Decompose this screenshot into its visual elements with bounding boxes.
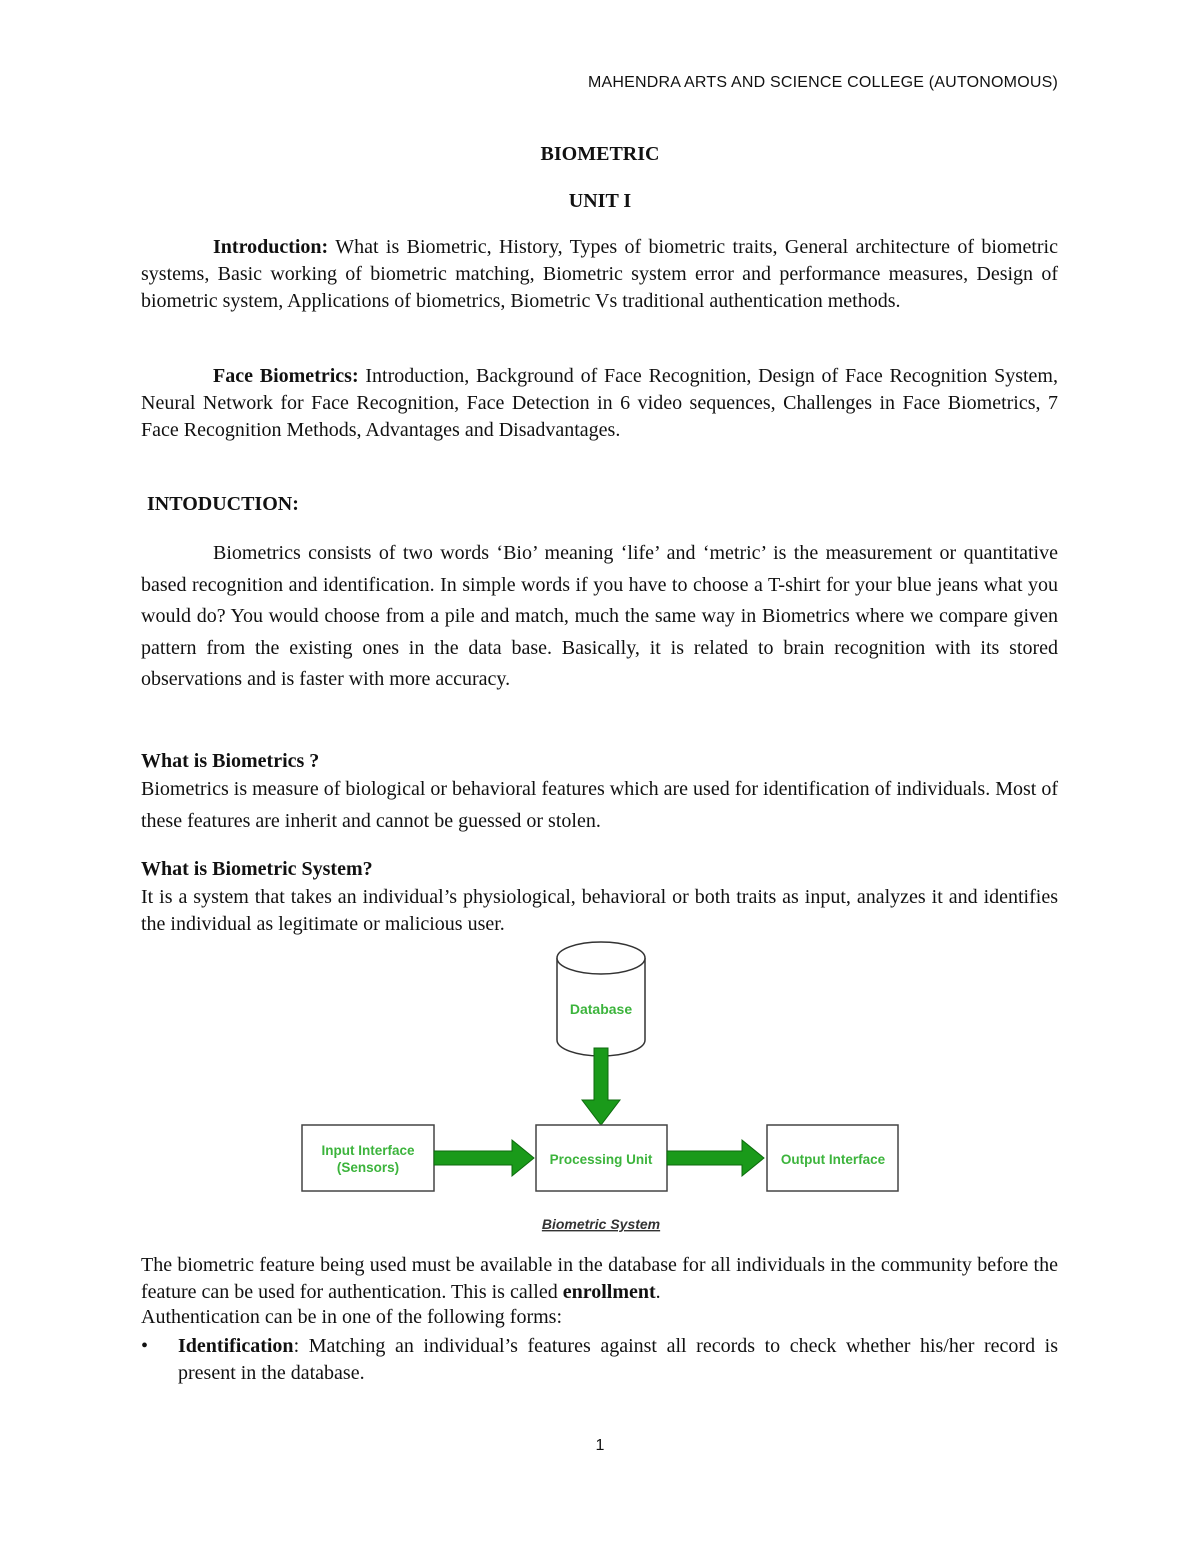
input-interface-label: Input Interface — [321, 1143, 415, 1158]
intro-paragraph: Biometrics consists of two words ‘Bio’ meaning ‘life’ and ‘metric’ is the measurement or quantitative based recognition and identification. In simple words if you have to choose a T-shirt for your blue jeans what you would do? You would choose from a pile and match, much the same way in Biometrics where we compare given pattern from the existing ones in the data base. Basically, it is related to brain recognition with its stored observations and is faster with more accuracy. — [141, 542, 1058, 690]
enrollment-term: enrollment — [562, 1281, 656, 1303]
processing-unit-label: Processing Unit — [549, 1152, 653, 1167]
input-interface-sublabel: (Sensors) — [336, 1160, 400, 1175]
syllabus-introduction — [141, 234, 1058, 315]
forms-line: Authentication can be in one of the following forms: — [141, 1306, 563, 1328]
syllabus-label: Face Biometrics: — [213, 365, 359, 387]
section-heading-introduction: INTODUCTION: — [147, 493, 299, 515]
what-is-biometrics-text: Biometrics is measure of biological or behavioral features which are used for identification of individuals. Most of these features are inherit and cannot be guessed or stolen. — [141, 778, 1058, 832]
diagram-caption: Biometric System — [541, 1216, 661, 1232]
what-is-biometrics-heading: What is Biometrics ? — [141, 750, 320, 772]
syllabus-label: Introduction: — [213, 236, 329, 258]
document-title: BIOMETRIC — [540, 143, 660, 165]
arrow-down — [582, 1048, 620, 1125]
syllabus-text: Introduction, Background of Face Recognition, Design of Face Recognition System, Neural Network for Face Recognition, Face Detection in 6 video sequences, Challenges in Face Biometrics, 7 Face Recognition Methods, Advantages and Disadvantages. — [141, 365, 1058, 441]
enrollment-text-end: . — [655, 1281, 661, 1303]
input-interface-box — [302, 1125, 434, 1191]
what-is-system-text: It is a system that takes an individual’s physiological, behavioral or both traits as input, analyzes it and identifies the individual as legitimate or malicious user. — [141, 886, 1058, 935]
enrollment-text: The biometric feature being used must be available in the database for all individuals in the community before the feature can be used for authentication. This is called — [141, 1254, 1058, 1303]
database-label: Database — [569, 1001, 633, 1017]
syllabus-face-biometrics — [141, 363, 1058, 444]
page-number: 1 — [595, 1437, 605, 1454]
what-is-system-heading: What is Biometric System? — [141, 858, 373, 880]
bullet-label: Identification — [178, 1335, 294, 1357]
bullet-item — [141, 1333, 1058, 1387]
output-interface-label: Output Interface — [780, 1152, 886, 1167]
biometric-system-diagram — [290, 930, 910, 1240]
syllabus-text: What is Biometric, History, Types of biometric traits, General architecture of biometric systems, Basic working of biometric matching, Biometric system error and performance measures, Design of biometric system, Applications of biometrics, Biometric Vs traditional authentication methods. — [141, 236, 1058, 312]
bullet-text: : Matching an individual’s features against all records to check whether his/her record is present in the database. — [178, 1335, 1058, 1384]
arrow-right-input — [434, 1140, 534, 1176]
enrollment-paragraph — [141, 1252, 1058, 1306]
unit-heading: UNIT I — [568, 190, 632, 212]
page-header: MAHENDRA ARTS AND SCIENCE COLLEGE (AUTONOMOUS) — [587, 74, 1058, 91]
database-cylinder — [557, 942, 645, 1056]
arrow-right-output — [667, 1140, 764, 1176]
bullet-icon: • — [141, 1335, 149, 1357]
